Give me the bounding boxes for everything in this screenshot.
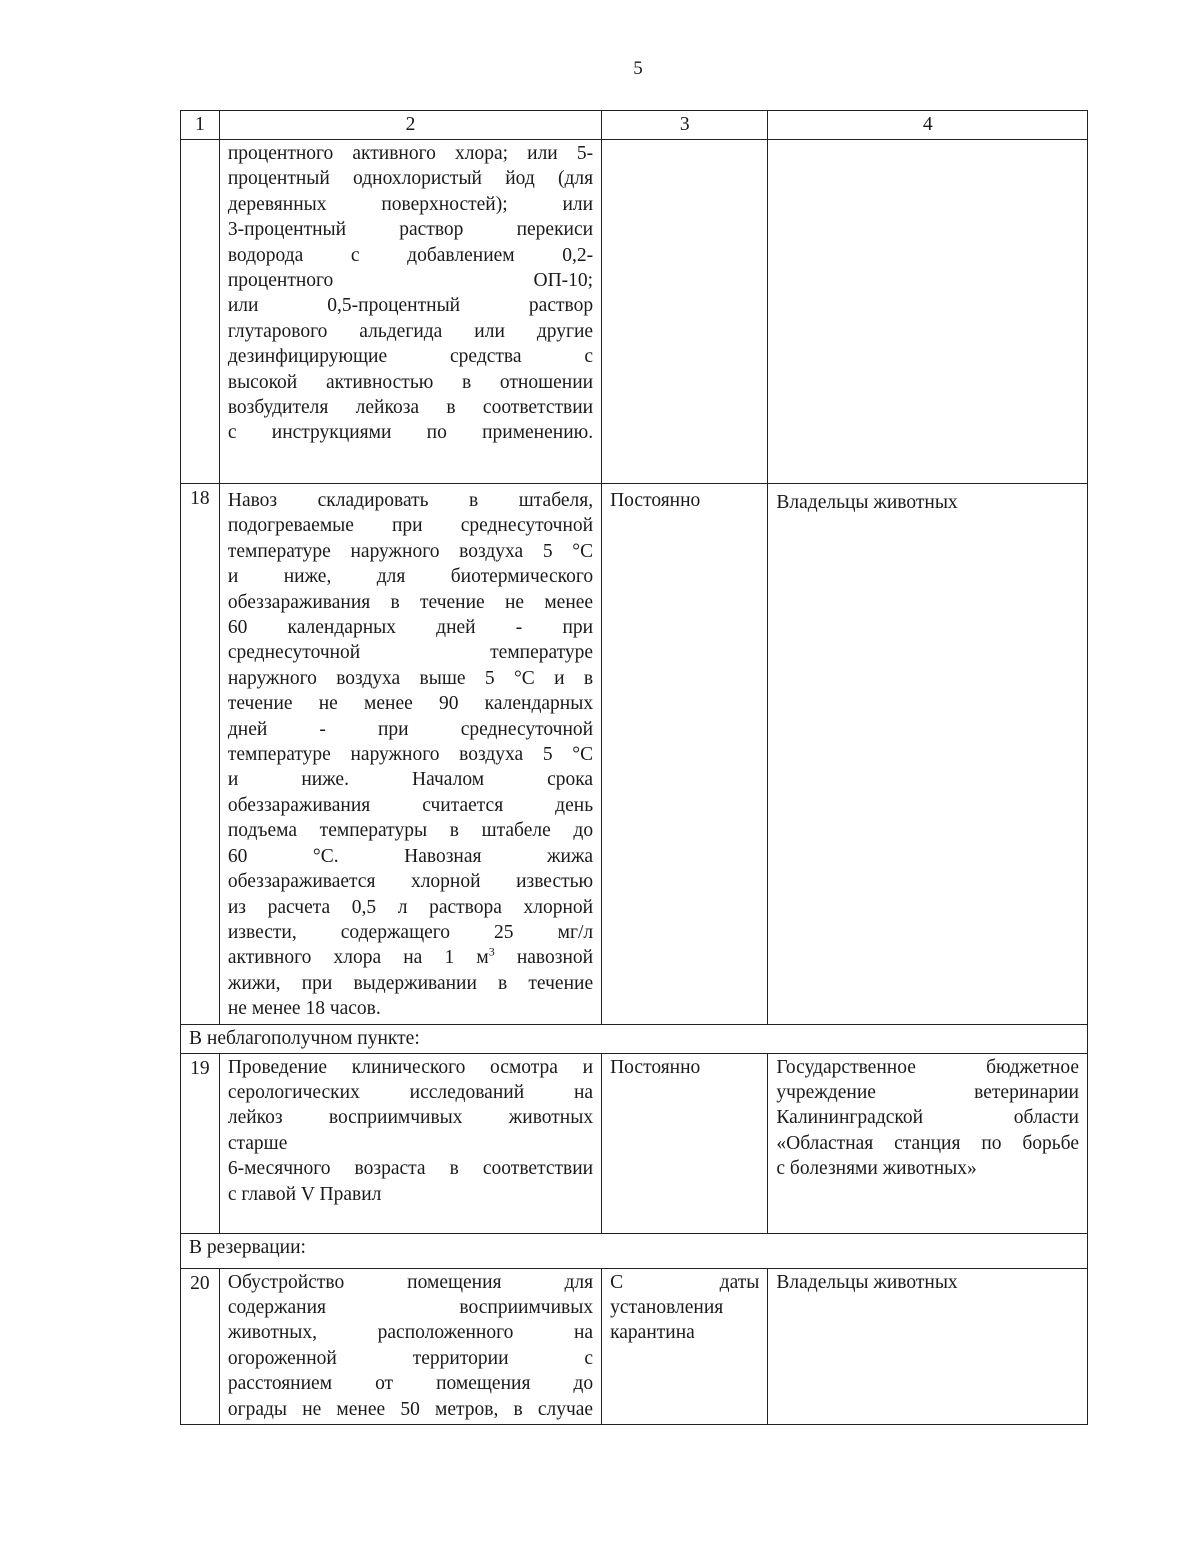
row18-responsible: Владельцы животных bbox=[768, 484, 1088, 1025]
row19-responsible: Государственное бюджетное учреждение ветеринарии Калининградской области «Областная станция по борьбе с болезнями животных» bbox=[768, 1053, 1088, 1233]
row18-num: 18 bbox=[181, 484, 220, 1025]
row17-num-cell bbox=[181, 140, 220, 484]
measures-table bbox=[180, 110, 1088, 1425]
section-row-unfavorable bbox=[181, 1024, 1088, 1053]
section-row-reservation bbox=[181, 1233, 1088, 1268]
page-number: 5 bbox=[633, 58, 643, 79]
row20-responsible: Владельцы животных bbox=[768, 1268, 1088, 1424]
row17-term-cell bbox=[602, 140, 768, 484]
row18-term: Постоянно bbox=[602, 484, 768, 1025]
header-col-4: 4 bbox=[768, 111, 1088, 140]
row20-num: 20 bbox=[181, 1268, 220, 1424]
table-header-row bbox=[181, 111, 1088, 140]
table-row-20 bbox=[181, 1268, 1088, 1424]
table-row-18 bbox=[181, 484, 1088, 1025]
row20-term: С даты установления карантина bbox=[602, 1268, 768, 1424]
row17-measure-text: процентного активного хлора; или 5- процентный однохлористый йод (для деревянных поверхностей); или 3-процентный раствор перекиси водорода с добавлением 0,2- процентного ОП-10; или 0,5-процентный раствор глутарового альдегида или другие дезинфицирующие средства с высокой активностью в отношении возбудителя лейкоза в соответствии с инструкциями по применению. bbox=[219, 140, 601, 484]
table-row-17-continued bbox=[181, 140, 1088, 484]
row20-measure-text: Обустройство помещения для содержания восприимчивых животных, расположенного на огороженной территории с расстоянием от помещения до ограды не менее 50 метров, в случае bbox=[219, 1268, 601, 1424]
section-reservation-label: В резервации: bbox=[181, 1233, 1088, 1268]
row17-responsible-cell bbox=[768, 140, 1088, 484]
table-row-19 bbox=[181, 1053, 1088, 1233]
row19-measure-text: Проведение клинического осмотра и серологических исследований на лейкоз восприимчивых животных старше 6-месячного возраста в соответствии с главой V Правил bbox=[219, 1053, 601, 1233]
header-col-3: 3 bbox=[602, 111, 768, 140]
row18-measure-text: Навоз складировать в штабеля, подогреваемые при среднесуточной температуре наружного воздуха 5 °С и ниже, для биотермического обеззараживания в течение не менее 60 календарных дней - при среднесуточной температуре наружного воздуха выше 5 °С и в течение не менее 90 календарных дней - при среднесуточной температуре наружного воздуха 5 °С и ниже. Началом срока обеззараживания считается день подъема температуры в штабеле до 60 °С. Навозная жижа обеззараживается хлорной известью из расчета 0,5 л раствора хлорной извести, содержащего 25 мг/л активного хлора на 1 $м^3$ навозной жижи, при выдерживании в течение не менее 18 часов. bbox=[219, 484, 601, 1025]
header-col-1: 1 bbox=[181, 111, 220, 140]
row19-term: Постоянно bbox=[602, 1053, 768, 1233]
section-unfavorable-label: В неблагополучном пункте: bbox=[181, 1024, 1088, 1053]
row19-num: 19 bbox=[181, 1053, 220, 1233]
header-col-2: 2 bbox=[219, 111, 601, 140]
